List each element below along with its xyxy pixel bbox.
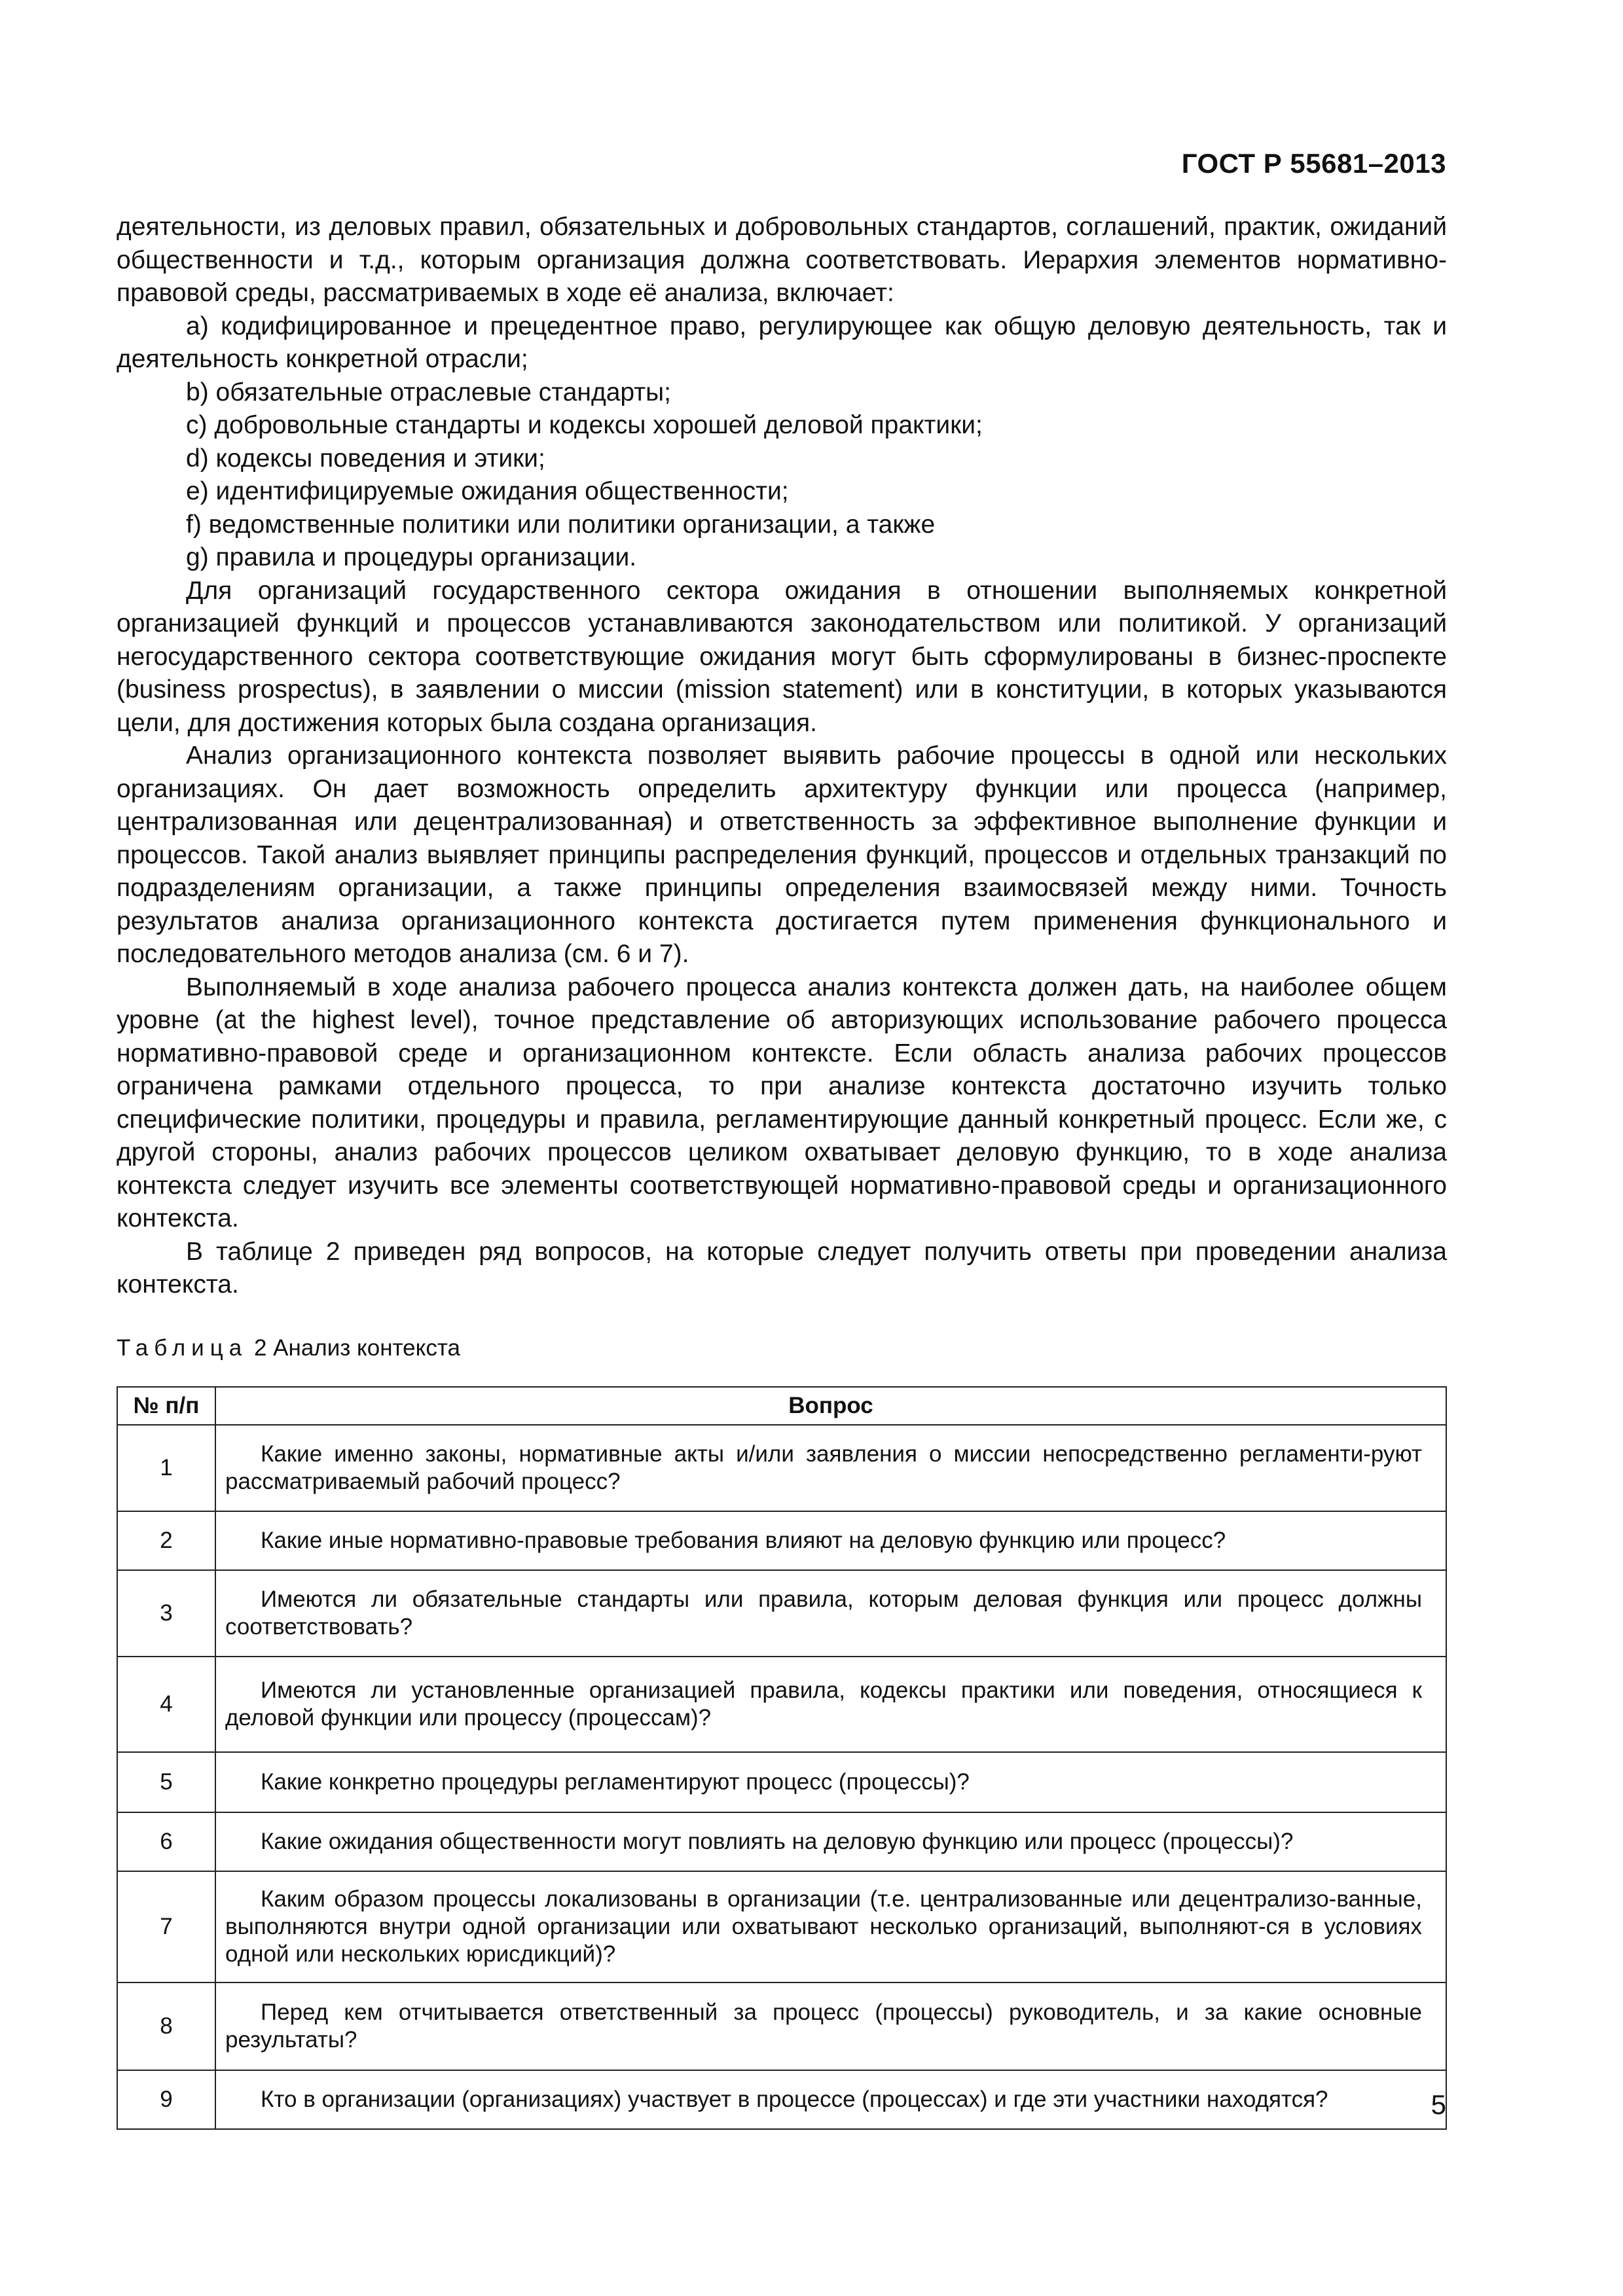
table-row <box>117 1752 1446 1812</box>
paragraph-organizational-context: Анализ организационного контекста позволяет выявить рабочие процессы в одной или нескольких организациях. Он дает возможность определить архитектуру функции или процесса (например, централизованная или децентрализованная) и ответственность за эффективное выполнение функции и процессов. Такой анализ выявляет принципы распределения функций, процессов и отдельных транзакций по подразделениям организации, а также принципы определения взаимосвязей между ними. Точность результатов анализа организационного контекста достигается путем применения функционального и последовательного методов анализа (см. 6 и 7). <box>117 742 1447 968</box>
row-number: 3 <box>117 1570 215 1657</box>
column-header-number: № п/п <box>117 1387 215 1425</box>
row-number: 2 <box>117 1511 215 1570</box>
table-caption <box>117 1335 460 1361</box>
table-header-row <box>117 1387 1446 1425</box>
list-item-f: f) ведомственные политики или политики организации, а также <box>186 510 936 539</box>
column-header-question: Вопрос <box>215 1387 1446 1425</box>
row-number: 9 <box>117 2070 215 2129</box>
table-row <box>117 1982 1446 2070</box>
page-number: 5 <box>1431 2089 1446 2120</box>
row-question: Кто в организации (организациях) участвует в процессе (процессах) и где эти участники находятся? <box>215 2070 1446 2129</box>
list-item-c: c) добровольные стандарты и кодексы хорошей деловой практики; <box>186 411 983 439</box>
paragraph-public-sector: Для организаций государственного сектора ожидания в отношении выполняемых конкретной организацией функций и процессов устанавливаются законодательством или политикой. У организаций негосударственного сектора соответствующие ожидания могут быть сформулированы в бизнес-проспекте (business prospectus), в заявлении о миссии (mission statement) или в конституции, в которых указываются цели, для достижения которых была создана организация. <box>117 576 1447 737</box>
list-item-e: e) идентифицируемые ожидания общественности; <box>186 477 789 505</box>
row-question: Какие иные нормативно-правовые требования влияют на деловую функцию или процесс? <box>215 1511 1446 1570</box>
table-row <box>117 1657 1446 1752</box>
paragraph-continuation: деятельности, из деловых правил, обязательных и добровольных стандартов, соглашений, практик, ожиданий общественности и т.д., которым организация должна соответствовать. Иерархия элементов нормативно-правовой среды, рассматриваемых в ходе её анализа, включает: <box>117 213 1447 307</box>
row-number: 5 <box>117 1752 215 1812</box>
row-number: 4 <box>117 1657 215 1752</box>
row-question: Какие конкретно процедуры регламентируют процесс (процессы)? <box>215 1752 1446 1812</box>
table-caption-title: 2 Анализ контекста <box>247 1335 460 1361</box>
table-row <box>117 1812 1446 1871</box>
row-number: 7 <box>117 1871 215 1982</box>
row-question: Какие ожидания общественности могут повлиять на деловую функцию или процесс (процессы)? <box>215 1812 1446 1871</box>
table-row <box>117 1570 1446 1657</box>
table-row <box>117 1425 1446 1511</box>
table-row <box>117 1511 1446 1570</box>
paragraph-table-intro: В таблице 2 приведен ряд вопросов, на которые следует получить ответы при проведении анализа контекста. <box>117 1237 1447 1299</box>
row-number: 1 <box>117 1425 215 1511</box>
row-question: Имеются ли установленные организацией правила, кодексы практики или поведения, относящиеся к деловой функции или процессу (процессам)? <box>215 1657 1446 1752</box>
row-question: Какие именно законы, нормативные акты и/или заявления о миссии непосредственно регламенти-руют рассматриваемый рабочий процесс? <box>215 1425 1446 1511</box>
context-analysis-table <box>117 1386 1447 2130</box>
row-question: Каким образом процессы локализованы в организации (т.е. централизованные или децентрализо-ванные, выполняются внутри одной организации или охватывают несколько организаций, выполняют-ся в условиях одной или нескольких юрисдикций)? <box>215 1871 1446 1982</box>
table-row <box>117 2070 1446 2129</box>
list-item-d: d) кодексы поведения и этики; <box>186 444 545 473</box>
paragraph-context-analysis: Выполняемый в ходе анализа рабочего процесса анализ контекста должен дать, на наиболее общем уровне (at the highest level), точное представление об авторизующих использование рабочего процесса нормативно-правовой среде и организационном контексте. Если область анализа рабочих процессов ограничена рамками отдельного процесса, то при анализе контекста достаточно изучить только специфические политики, процедуры и правила, регламентирующие данный конкретный процесс. Если же, с другой стороны, анализ рабочих процессов целиком охватывает деловую функцию, то в ходе анализа контекста следует изучить все элементы соответствующей нормативно-правовой среды и организационного контекста. <box>117 973 1447 1232</box>
list-item-b: b) обязательные отраслевые стандарты; <box>186 378 671 406</box>
row-question: Имеются ли обязательные стандарты или правила, которым деловая функция или процесс должны соответствовать? <box>215 1570 1446 1657</box>
row-question: Перед кем отчитывается ответственный за процесс (процессы) руководитель, и за какие основные результаты? <box>215 1982 1446 2070</box>
body-text <box>117 211 1447 1302</box>
table-caption-label: Таблица <box>117 1335 248 1361</box>
list-item-a: a) кодифицированное и прецедентное право, регулирующее как общую деловую деятельность, так и деятельность конкретной отрасли; <box>117 312 1447 373</box>
table-row <box>117 1871 1446 1982</box>
document-code: ГОСТ Р 55681–2013 <box>1181 148 1446 179</box>
row-number: 8 <box>117 1982 215 2070</box>
list-item-g: g) правила и процедуры организации. <box>186 543 637 571</box>
row-number: 6 <box>117 1812 215 1871</box>
